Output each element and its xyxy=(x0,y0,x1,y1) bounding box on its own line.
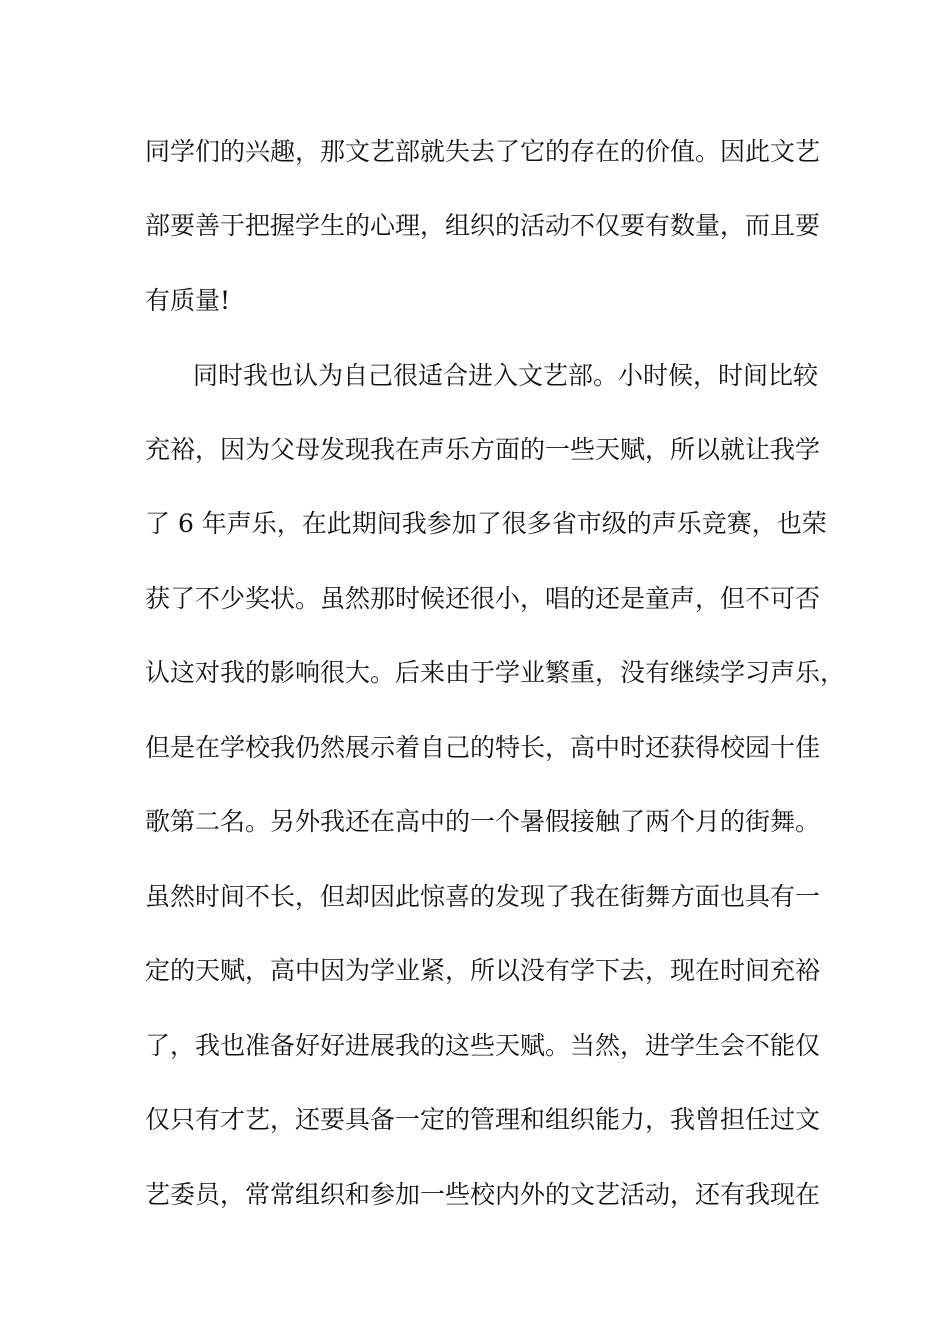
text-line: 仅只有才艺，还要具备一定的管理和组织能力，我曾担任过文 xyxy=(145,1105,821,1134)
text-line: 认这对我的影响很大。后来由于学业繁重，没有继续学习声乐， xyxy=(145,658,846,687)
text-line: 虽然时间不长，但却因此惊喜的发现了我在街舞方面也具有一 xyxy=(145,882,821,911)
text-line: 充裕，因为父母发现我在声乐方面的一些天赋，所以就让我学 xyxy=(145,435,821,464)
text-line: 但是在学校我仍然展示着自己的特长，高中时还获得校园十佳 xyxy=(145,733,821,762)
text-line: 有质量! xyxy=(145,286,231,315)
text-line: 了，我也准备好好进展我的这些天赋。当然，进学生会不能仅 xyxy=(145,1031,821,1060)
paragraph-first-line: 同时我也认为自己很适合进入文艺部。小时候，时间比较 xyxy=(193,361,819,390)
text-line: 同学们的兴趣，那文艺部就失去了它的存在的价值。因此文艺 xyxy=(145,137,821,166)
text-line: 歌第二名。另外我还在高中的一个暑假接触了两个月的街舞。 xyxy=(145,807,821,836)
text-line: 了 6 年声乐，在此期间我参加了很多省市级的声乐竞赛，也荣 xyxy=(145,509,827,538)
text-line: 艺委员，常常组织和参加一些校内外的文艺活动，还有我现在 xyxy=(145,1180,821,1209)
text-line: 获了不少奖状。虽然那时候还很小，唱的还是童声，但不可否 xyxy=(145,584,821,613)
text-line: 定的天赋，高中因为学业紧，所以没有学下去，现在时间充裕 xyxy=(145,956,821,985)
text-line: 部要善于把握学生的心理，组织的活动不仅要有数量，而且要 xyxy=(145,211,821,240)
